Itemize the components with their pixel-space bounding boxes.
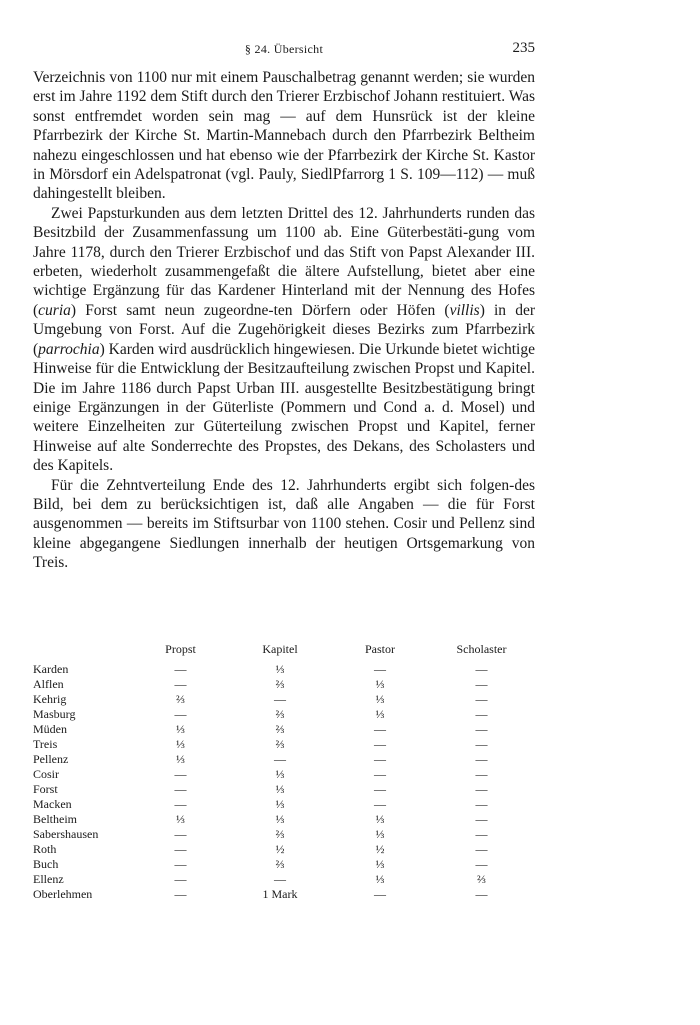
latin-term-parrochia: parrochia — [38, 340, 100, 358]
table-row — [33, 827, 535, 842]
latin-term-villis: villis — [449, 301, 480, 319]
cell-propst: ⅓ — [176, 737, 185, 751]
cell-scholaster: — — [475, 812, 488, 826]
cell-kapitel: — — [274, 752, 286, 766]
cell-kapitel: ⅔ — [275, 857, 285, 871]
cell-pastor: — — [374, 887, 386, 901]
cell-scholaster: — — [475, 677, 488, 691]
cell-scholaster: — — [475, 797, 488, 811]
cell-pastor: ⅓ — [375, 812, 385, 826]
cell-place: Cosir — [33, 767, 60, 781]
header-kapitel: Kapitel — [262, 642, 298, 656]
table-row — [33, 812, 535, 827]
cell-scholaster: — — [475, 692, 488, 706]
cell-kapitel: ⅓ — [275, 797, 285, 811]
cell-propst: — — [174, 887, 187, 901]
latin-term-curia: curia — [38, 301, 71, 319]
cell-place: Kehrig — [33, 692, 67, 706]
cell-kapitel: ½ — [275, 842, 285, 856]
cell-scholaster: — — [475, 722, 488, 736]
table-row — [33, 782, 535, 797]
body-text — [33, 68, 535, 573]
cell-propst: — — [174, 842, 187, 856]
cell-place: Oberlehmen — [33, 887, 93, 901]
cell-propst: — — [174, 782, 187, 796]
cell-scholaster: — — [475, 827, 488, 841]
cell-pastor: — — [374, 662, 386, 676]
table-row — [33, 797, 535, 812]
cell-scholaster: — — [475, 737, 488, 751]
cell-place: Alflen — [33, 677, 64, 691]
cell-scholaster: — — [475, 842, 488, 856]
paragraph-3 — [33, 476, 535, 573]
table-row — [33, 842, 535, 857]
cell-kapitel: — — [274, 872, 286, 886]
cell-pastor: — — [374, 782, 386, 796]
cell-place: Pellenz — [33, 752, 69, 766]
cell-kapitel: — — [274, 692, 286, 706]
table-row — [33, 887, 535, 902]
paragraph-text: ) in der Umgebung von Forst. Auf die Zugehörigkeit dieses Bezirks zum Pfarrbezirk ( — [33, 301, 535, 358]
cell-kapitel: ⅓ — [275, 662, 285, 676]
cell-place: Müden — [33, 722, 67, 736]
cell-place: Masburg — [33, 707, 76, 721]
paragraph-text: ) Forst samt neun zugeordne-ten Dörfern oder Höfen ( — [70, 301, 450, 319]
cell-pastor: — — [374, 752, 386, 766]
header-pastor: Pastor — [365, 642, 395, 656]
cell-propst: ⅓ — [176, 812, 185, 826]
cell-pastor: — — [374, 767, 386, 781]
cell-pastor: — — [374, 797, 386, 811]
cell-scholaster: — — [475, 887, 488, 901]
cell-place: Ellenz — [33, 872, 64, 886]
cell-pastor: ⅓ — [375, 692, 385, 706]
cell-propst: — — [174, 797, 187, 811]
table-row — [33, 857, 535, 872]
cell-scholaster: ⅔ — [477, 872, 486, 886]
cell-kapitel: ⅔ — [275, 737, 285, 751]
cell-propst: — — [174, 662, 187, 676]
page-header — [33, 40, 535, 60]
header-place — [33, 642, 133, 662]
cell-propst: — — [174, 677, 187, 691]
cell-propst: — — [174, 707, 187, 721]
cell-pastor: ⅓ — [375, 872, 385, 886]
cell-pastor: ⅓ — [375, 827, 385, 841]
cell-propst: — — [174, 857, 187, 871]
cell-kapitel: ⅔ — [275, 722, 285, 736]
cell-pastor: ½ — [375, 842, 385, 856]
cell-kapitel: ⅓ — [275, 812, 285, 826]
cell-kapitel: ⅓ — [275, 782, 285, 796]
cell-scholaster: — — [475, 662, 488, 676]
cell-kapitel: 1 Mark — [262, 887, 298, 901]
cell-place: Buch — [33, 857, 59, 871]
paragraph-text: ) Karden wird ausdrücklich hingewiesen. Die Urkunde bietet wichtige Hinweise für die Entwicklung der Besitzaufteilung zwischen Propst und Kapitel. Die im Jahre 1186 durch Papst Urban III. ausgestellte Besitzbestätigung bringt einige Ergänzungen in der Güterliste (Pommern und Cond a. d. Mosel) und weitere Einzelheiten zur Güterteilung zwischen Propst und Kapitel, ferner Hinweise auf alte Sonderrechte des Propstes, des Dekans, des Scholasters und des Kapitels. — [33, 340, 535, 475]
paragraph-text: Zwei Papsturkunden aus dem letzten Drittel des 12. Jahrhunderts runden das Besitzbild der Zusammenfassung um 1100 ab. Eine Güterbestäti-gung vom Jahre 1178, durch den Trierer Erzbischof und das Stift von Papst Alexander III. erbeten, wiederholt zusammengefaßt die ältere Aufstellung, bietet aber eine wichtige Ergänzung für das Kardener Hinterland mit der Nennung des Hofes ( — [33, 204, 535, 319]
cell-pastor: ⅓ — [375, 677, 385, 691]
cell-scholaster: — — [475, 782, 488, 796]
cell-kapitel: ⅔ — [275, 707, 285, 721]
paragraph-2 — [33, 204, 535, 476]
table-row — [33, 722, 535, 737]
cell-pastor: ⅓ — [375, 857, 385, 871]
cell-propst: ⅓ — [176, 722, 185, 736]
cell-place: Treis — [33, 737, 58, 751]
table-body — [33, 662, 535, 902]
tithe-table — [33, 642, 535, 902]
cell-propst: — — [174, 767, 187, 781]
cell-scholaster: — — [475, 752, 488, 766]
cell-propst: — — [174, 872, 187, 886]
cell-scholaster: — — [475, 857, 488, 871]
cell-pastor: — — [374, 737, 386, 751]
cell-scholaster: — — [475, 767, 488, 781]
cell-propst: ⅓ — [176, 752, 185, 766]
table-row — [33, 692, 535, 707]
cell-place: Forst — [33, 782, 58, 796]
table-row — [33, 872, 535, 887]
cell-place: Roth — [33, 842, 57, 856]
running-head: § 24. Übersicht — [244, 42, 324, 56]
cell-pastor: — — [374, 722, 386, 736]
page-number: 235 — [512, 40, 535, 56]
cell-place: Beltheim — [33, 812, 77, 826]
cell-kapitel: ⅓ — [275, 767, 285, 781]
cell-scholaster: — — [475, 707, 488, 721]
header-propst: Propst — [165, 642, 196, 656]
table-row — [33, 677, 535, 692]
table-row — [33, 662, 535, 677]
paragraph-text: Für die Zehntverteilung Ende des 12. Jahrhunderts ergibt sich folgen-des Bild, bei dem zu berücksichtigen ist, daß alle Angaben — die für Forst ausgenommen — bereits im Stiftsurbar von 1100 stehen. Cosir und Pellenz sind kleine abgegangene Siedlungen innerhalb der heutigen Ortsgemarkung von Treis. — [33, 476, 535, 572]
table-row — [33, 752, 535, 767]
table-row — [33, 737, 535, 752]
table-row — [33, 707, 535, 722]
cell-place: Sabershausen — [33, 827, 99, 841]
cell-place: Karden — [33, 662, 69, 676]
paragraph-text: Verzeichnis von 1100 nur mit einem Pauschalbetrag genannt werden; sie wurden erst im Jahre 1192 dem Stift durch den Trierer Erzbischof Johann restituiert. Was sonst entfremdet worden sein mag — auf dem Hunsrück ist der kleine Pfarrbezirk der Kirche St. Martin-Mannebach durch den Pfarrbezirk Beltheim nahezu eingeschlossen und hat ebenso wie der Pfarrbezirk der Kirche St. Kastor in Mörsdorf ein Adelspatronat (vgl. Pauly, SiedlPfarrorg 1 S. 109—112) — muß dahingestellt bleiben. — [33, 69, 535, 203]
cell-propst: — — [174, 827, 187, 841]
cell-place: Macken — [33, 797, 72, 811]
paragraph-1 — [33, 68, 535, 204]
cell-kapitel: ⅔ — [275, 827, 285, 841]
header-scholaster: Scholaster — [456, 642, 507, 656]
cell-propst: ⅔ — [176, 692, 185, 706]
table-header-row — [33, 642, 535, 662]
table-row — [33, 767, 535, 782]
cell-kapitel: ⅔ — [275, 677, 285, 691]
cell-pastor: ⅓ — [375, 707, 385, 721]
